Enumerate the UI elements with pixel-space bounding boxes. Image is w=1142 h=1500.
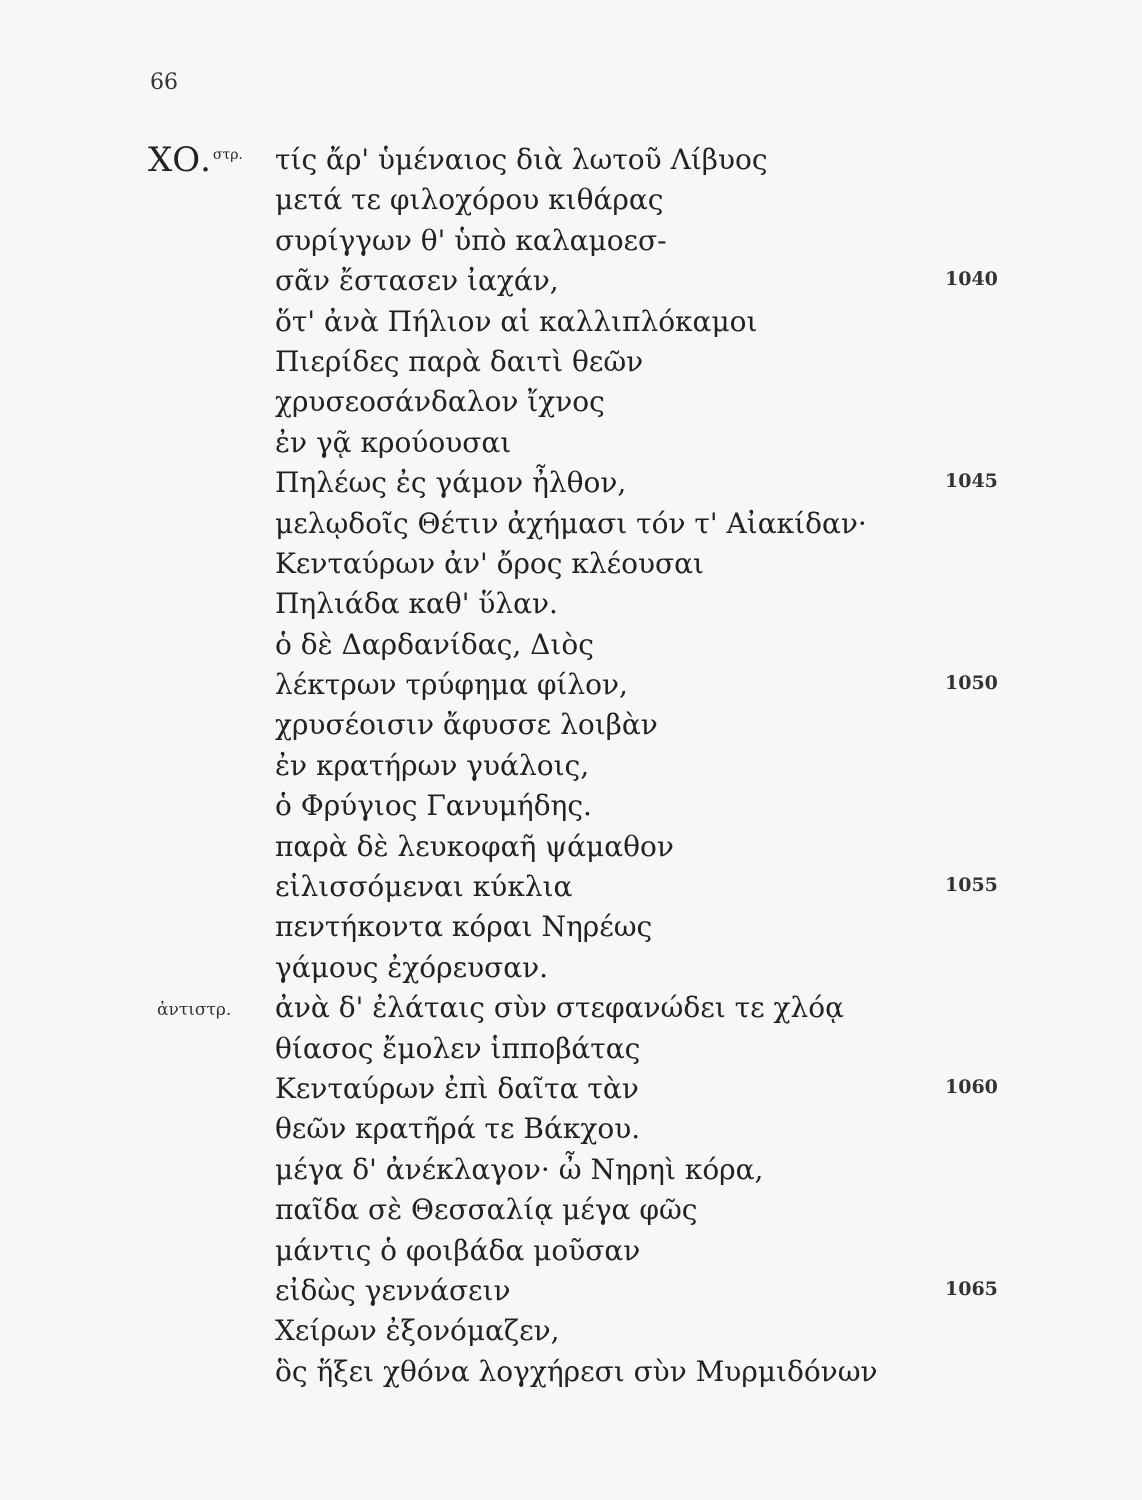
verse-line: ὁ Φρύγιος Γανυμήδης. bbox=[275, 789, 592, 823]
speaker-name: ΧΟ. bbox=[148, 140, 211, 180]
line-number-1065: 1065 bbox=[945, 1278, 998, 1300]
verse-line: τίς ἄρ' ὑμέναιος διὰ λωτοῦ Λίβυος bbox=[275, 143, 768, 176]
verse-line: μέγα δ' ἀνέκλαγον· ὦ Νηρηὶ κόρα, bbox=[275, 1152, 764, 1186]
verse-line: σᾶν ἔστασεν ἰαχάν, bbox=[275, 264, 559, 298]
line-number-1045: 1045 bbox=[945, 470, 998, 492]
verse-line: ἐν γᾷ κρούουσαι bbox=[275, 425, 512, 459]
verse-line: πεντήκοντα κόραι Νηρέως bbox=[275, 910, 653, 944]
verse-line: μετά τε φιλοχόρου κιθάρας bbox=[275, 183, 664, 217]
verse-line: συρίγγων θ' ὑπὸ καλαμοεσ- bbox=[275, 223, 667, 257]
verse-line: λέκτρων τρύφημα φίλον, bbox=[275, 668, 628, 702]
verse-line: χρυσεοσάνδαλον ἴχνος bbox=[275, 385, 605, 419]
verse-line: εἱλισσόμεναι κύκλια bbox=[275, 870, 573, 904]
verse-line: θεῶν κρατῆρά τε Βάκχου. bbox=[275, 1112, 641, 1146]
verse-line: Πηλέως ἐς γάμον ἦλθον, bbox=[275, 466, 627, 500]
strophe-label: στρ. bbox=[212, 147, 243, 163]
verse-line: Κενταύρων ἐπὶ δαῖτα τὰν bbox=[275, 1071, 639, 1105]
verse-line: Κενταύρων ἀν' ὄρος κλέουσαι bbox=[275, 546, 704, 580]
antistrophe-label: ἀντιστρ. bbox=[157, 1000, 232, 1020]
verse-line: μάντις ὁ φοιβάδα μοῦσαν bbox=[275, 1233, 641, 1267]
verse-line: Χείρων ἐξονόμαζεν, bbox=[275, 1314, 560, 1348]
line-number-1060: 1060 bbox=[945, 1076, 998, 1098]
verse-line: θίασος ἔμολεν ἱπποβάτας bbox=[275, 1031, 641, 1065]
verse-line: ὃς ἥξει χθόνα λογχήρεσι σὺν Μυρμιδόνων bbox=[275, 1354, 878, 1388]
verse-line: ἐν κρατήρων γυάλοις, bbox=[275, 748, 590, 782]
speaker-label bbox=[148, 140, 243, 180]
line-number-1040: 1040 bbox=[945, 268, 998, 290]
verse-line: Πηλιάδα καθ' ὕλαν. bbox=[275, 587, 558, 621]
verse-line: ὁ δὲ Δαρδανίδας, Διὸς bbox=[275, 627, 594, 661]
verse-block bbox=[275, 140, 975, 1392]
page-number: 66 bbox=[150, 70, 178, 95]
verse-line: εἰδὼς γεννάσειν bbox=[275, 1273, 511, 1307]
verse-line: μελῳδοῖς Θέτιν ἀχήμασι τόν τ' Αἰακίδαν· bbox=[275, 506, 867, 540]
verse-line: Πιερίδες παρὰ δαιτὶ θεῶν bbox=[275, 344, 644, 378]
verse-line: παρὰ δὲ λευκοφαῆ ψάμαθον bbox=[275, 829, 674, 863]
verse-line: γάμους ἐχόρευσαν. bbox=[275, 950, 549, 984]
verse-line: παῖδα σὲ Θεσσαλίᾳ μέγα φῶς bbox=[275, 1193, 698, 1227]
line-number-1055: 1055 bbox=[945, 874, 998, 896]
verse-line: ἀνὰ δ' ἐλάταις σὺν στεφανώδει τε χλόᾳ bbox=[275, 991, 844, 1025]
verse-line: ὅτ' ἀνὰ Πήλιον αἱ καλλιπλόκαμοι bbox=[275, 304, 758, 338]
verse-line: χρυσέοισιν ἄφυσσε λοιβὰν bbox=[275, 708, 658, 742]
line-number-1050: 1050 bbox=[945, 672, 998, 694]
